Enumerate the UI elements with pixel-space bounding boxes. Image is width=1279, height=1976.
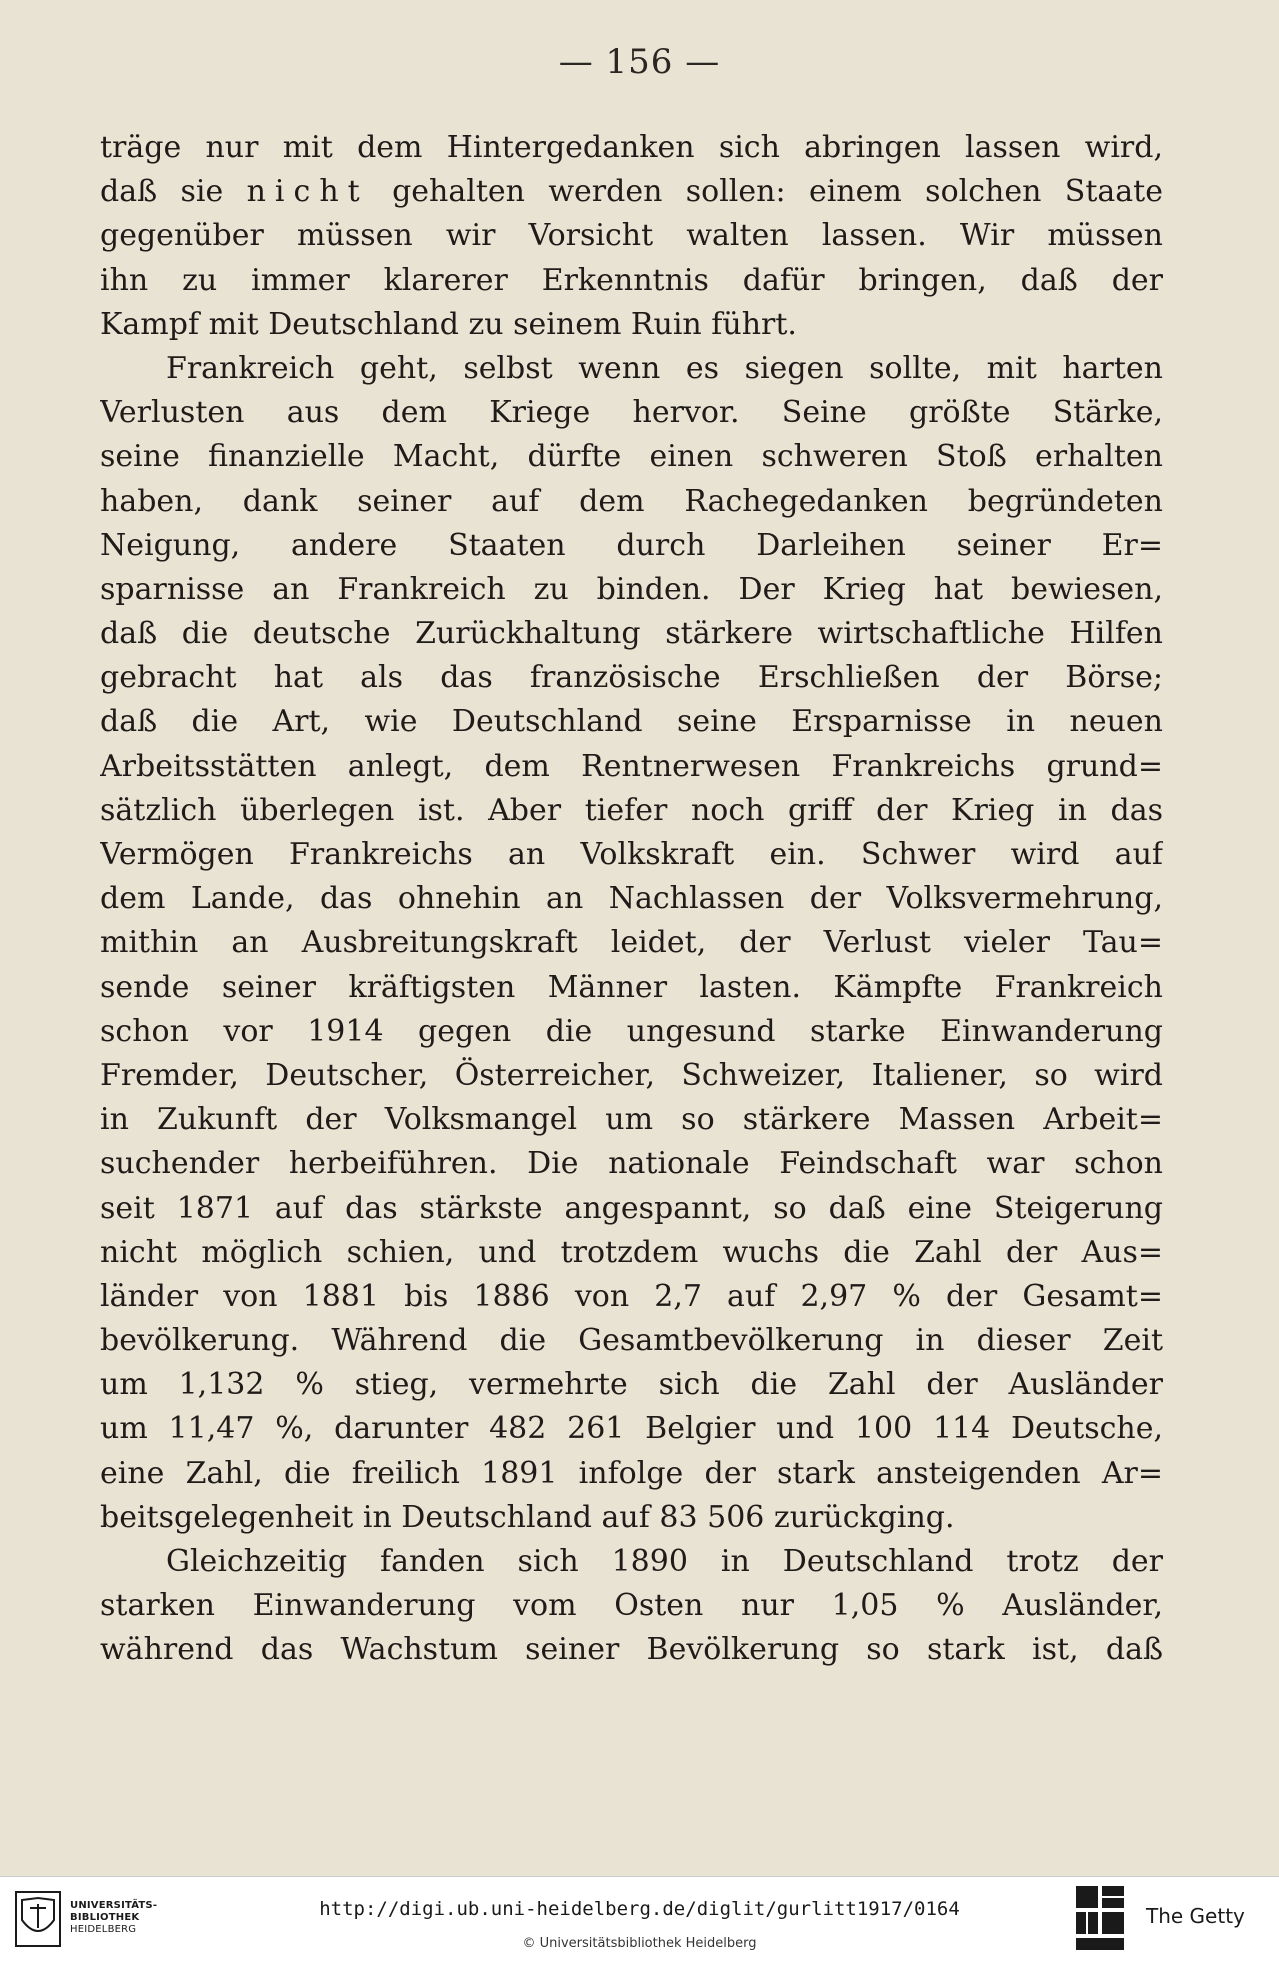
text-line: starken Einwanderung vom Osten nur 1,05 % Ausländer, (100, 1588, 1163, 1624)
getty-logo-icon (1074, 1884, 1126, 1954)
text-line: Verlusten aus dem Kriege hervor. Seine größte Stärke, (100, 395, 1163, 431)
text-line: träge nur mit dem Hintergedanken sich abringen lassen wird, (100, 130, 1163, 165)
text-line: haben, dank seiner auf dem Rachegedanken begründeten (100, 483, 1163, 519)
text-line: länder von 1881 bis 1886 von 2,7 auf 2,97 % der Gesamt= (100, 1278, 1163, 1314)
text-line: suchender herbeiführen. Die nationale Feindschaft war schon (100, 1146, 1163, 1182)
text-line: beitsgelegenheit in Deutschland auf 83 506 zurückging. (100, 1499, 955, 1535)
text-line: bevölkerung. Während die Gesamtbevölkerung in dieser Zeit (100, 1323, 1163, 1359)
text-line: ihn zu immer klarerer Erkenntnis dafür bringen, daß der (100, 262, 1163, 298)
text-line: seit 1871 auf das stärkste angespannt, so daß eine Steigerung (100, 1190, 1163, 1226)
emphasized-word: nicht (246, 174, 369, 210)
page-number: — 156 — (558, 42, 721, 82)
footer-divider (0, 1876, 1279, 1877)
partner-name: The Getty (1146, 1904, 1245, 1928)
text-line: sende seiner kräftigsten Männer lasten. Kämpfte Frankreich (100, 969, 1163, 1005)
text-line: nicht möglich schien, und trotzdem wuchs die Zahl der Aus= (100, 1234, 1163, 1270)
text-line: in Zukunft der Volksmangel um so stärkere Massen Arbeit= (100, 1102, 1163, 1138)
text-line: um 11,47 %, darunter 482 261 Belgier und 100 114 Deutsche, (100, 1411, 1163, 1447)
text-line: mithin an Ausbreitungskraft leidet, der Verlust vieler Tau= (100, 925, 1163, 961)
text-line: daß die deutsche Zurückhaltung stärkere wirtschaftliche Hilfen (100, 616, 1163, 652)
library-name-line: BIBLIOTHEK (70, 1912, 140, 1923)
text-line: gebracht hat als das französische Erschließen der Börse; (100, 660, 1163, 696)
text-line: dem Lande, das ohnehin an Nachlassen der Volksvermehrung, (100, 881, 1163, 917)
text-line: sparnisse an Frankreich zu binden. Der Krieg hat bewiesen, (100, 571, 1163, 607)
text-line: schon vor 1914 gegen die ungesund starke Einwanderung (100, 1013, 1163, 1049)
text-line: um 1,132 % stieg, vermehrte sich die Zahl der Ausländer (100, 1367, 1163, 1403)
text-line: Neigung, andere Staaten durch Darleihen seiner Er= (100, 527, 1163, 563)
text-line: gegenüber müssen wir Vorsicht walten lassen. Wir müssen (100, 218, 1163, 254)
text-line-segment: daß sie (100, 174, 247, 210)
source-url-link[interactable]: http://digi.ub.uni-heidelberg.de/diglit/gurlitt1917/0164 (319, 1898, 960, 1920)
text-line: während das Wachstum seiner Bevölkerung so stark ist, daß (100, 1632, 1163, 1668)
text-line: Arbeitsstätten anlegt, dem Rentnerwesen Frankreichs grund= (100, 748, 1163, 784)
text-line: Vermögen Frankreichs an Volkskraft ein. Schwer wird auf (100, 837, 1163, 872)
text-line: Frankreich geht, selbst wenn es siegen sollte, mit harten (166, 350, 1163, 386)
text-line: sätzlich überlegen ist. Aber tiefer noch griff der Krieg in das (100, 792, 1163, 828)
text-line: eine Zahl, die freilich 1891 infolge der stark ansteigenden Ar= (100, 1455, 1163, 1491)
library-name-line: UNIVERSITÄTS- (70, 1900, 158, 1911)
library-name-line: HEIDELBERG (70, 1924, 137, 1935)
text-line-segment: gehalten werden sollen: einem solchen Staate (368, 174, 1163, 210)
body-text (100, 126, 1163, 1673)
text-line: daß die Art, wie Deutschland seine Ersparnisse in neuen (100, 704, 1163, 740)
text-line (100, 170, 1163, 214)
text-line: Fremder, Deutscher, Österreicher, Schweizer, Italiener, so wird (100, 1057, 1163, 1093)
copyright-notice: © Universitätsbibliothek Heidelberg (522, 1936, 757, 1951)
text-line: seine finanzielle Macht, dürfte einen schweren Stoß erhalten (100, 439, 1163, 475)
footer (0, 1876, 1279, 1976)
text-line: Kampf mit Deutschland zu seinem Ruin führt. (100, 306, 797, 342)
text-line: Gleichzeitig fanden sich 1890 in Deutschland trotz der (166, 1544, 1163, 1579)
